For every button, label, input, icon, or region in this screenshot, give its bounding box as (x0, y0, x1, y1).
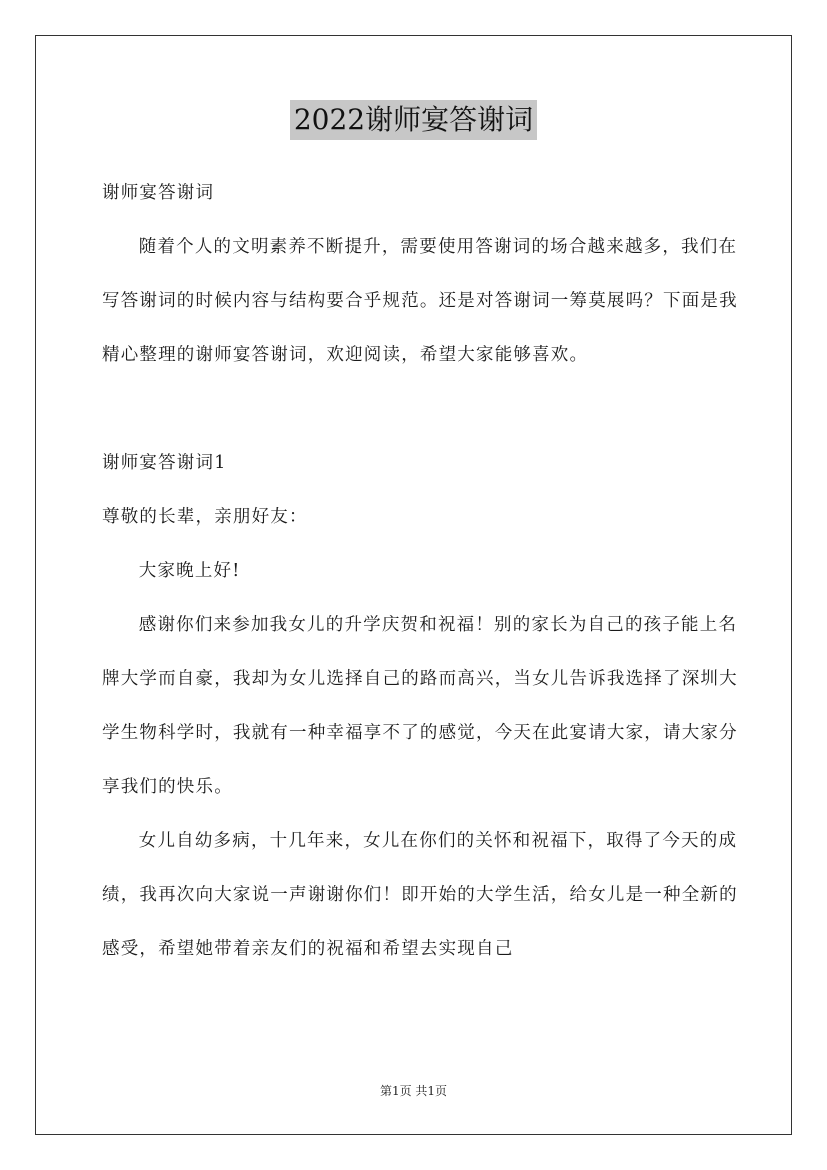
salutation: 尊敬的长辈，亲朋好友： (102, 507, 308, 527)
greeting: 大家晚上好! (138, 561, 241, 581)
section-spacer (102, 382, 742, 436)
page-number: 第1页 共1页 (379, 1084, 448, 1098)
body-paragraph-2: 女儿自幼多病，十几年来，女儿在你们的关怀和祝福下，取得了今天的成绩，我再次向大家说一声谢谢你们！即开始的大学生活，给女儿是一种全新的感受，希望她带着亲友们的祝福和希望去实现自己 (102, 831, 738, 959)
intro-heading: 谢师宴答谢词 (102, 183, 215, 203)
body-paragraph-1: 感谢你们来参加我女儿的升学庆贺和祝福！别的家长为自己的孩子能上名牌大学而自豪，我却为女儿选择自己的路而高兴，当女儿告诉我选择了深圳大学生物科学时，我就有一种幸福享不了的感觉，今天在此宴请大家，请大家分享我们的快乐。 (102, 615, 738, 797)
section-heading: 谢师宴答谢词1 (102, 453, 227, 473)
intro-paragraph: 随着个人的文明素养不断提升，需要使用答谢词的场合越来越多，我们在写答谢词的时候内容与结构要合乎规范。还是对答谢词一筹莫展吗？下面是我精心整理的谢师宴答谢词，欢迎阅读，希望大家能够喜欢。 (102, 237, 738, 365)
title-container (0, 100, 827, 140)
page-footer (0, 1082, 827, 1100)
document-title: 2022谢师宴答谢词 (290, 100, 537, 140)
document-body (102, 166, 742, 976)
